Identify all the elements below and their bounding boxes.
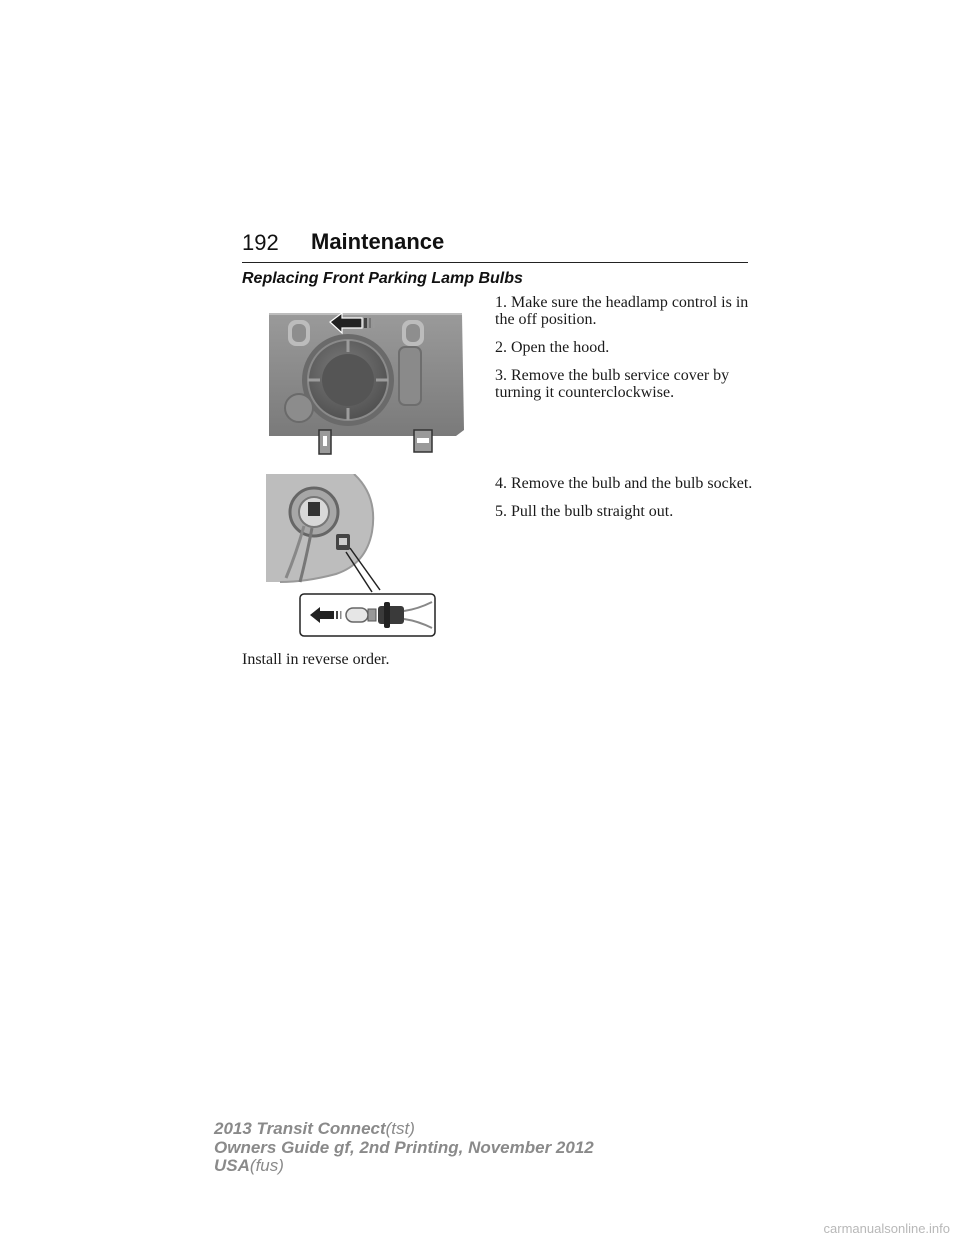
- footer-market: USA: [214, 1156, 250, 1175]
- step-3: 3. Remove the bulb service cover by turning it counterclockwise.: [495, 367, 730, 401]
- watermark: carmanualsonline.info: [823, 1221, 950, 1236]
- footer-line-1: [214, 1120, 594, 1139]
- section-title: Replacing Front Parking Lamp Bulbs: [242, 270, 523, 287]
- step-5: 5. Pull the bulb straight out.: [495, 503, 674, 520]
- step-2: 2. Open the hood.: [495, 339, 610, 356]
- bulb-socket-icon: [336, 534, 350, 550]
- step-4: 4. Remove the bulb and the bulb socket.: [495, 475, 753, 492]
- steps-group-2: [495, 475, 755, 531]
- footer-line-2: Owners Guide gf, 2nd Printing, November 2012: [214, 1137, 594, 1157]
- bulb-removal-illustration: [266, 474, 441, 639]
- steps-group-1: [495, 294, 755, 412]
- chapter-title: Maintenance: [311, 229, 445, 254]
- document-footer: [214, 1120, 594, 1176]
- footer-model-code: (tst): [385, 1119, 415, 1138]
- page-header: [242, 228, 748, 263]
- bulb-icon: [346, 608, 376, 622]
- closing-instruction: Install in reverse order.: [242, 651, 390, 668]
- step-1: 1. Make sure the headlamp control is in the off position.: [495, 294, 749, 328]
- footer-market-code: (fus): [249, 1156, 284, 1175]
- page-number: 192: [242, 230, 279, 255]
- footer-model: 2013 Transit Connect: [214, 1119, 386, 1138]
- service-cover-illustration: [266, 312, 468, 456]
- footer-line-3: [214, 1157, 594, 1176]
